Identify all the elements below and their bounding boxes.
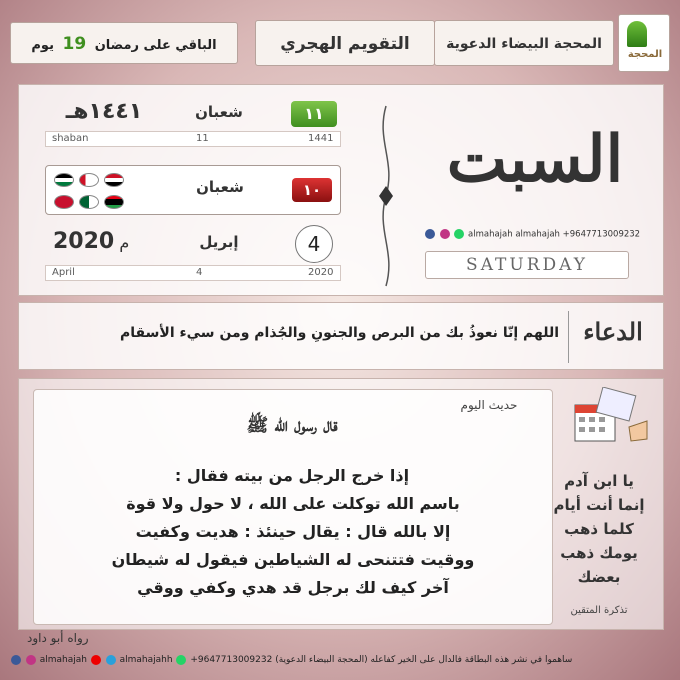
gregorian-strip [45,265,341,281]
hadith-line: إذا خرج الرجل من بيته فقال : [174,466,410,485]
gregorian-strip-year: 2020 [308,267,334,278]
hijri-day-badge: ١١ [291,101,337,127]
ornament-divider [371,101,401,291]
dua-text: اللهم إنّا نعوذُ بك من البرص والجنونِ والجُذام ومن سيء الأسقام [120,325,559,341]
ramadan-label: الباقي على رمضان [94,38,217,53]
facebook-icon [11,655,21,665]
hijri-year: ١٤٤١هـ [65,99,143,124]
reminder-text [547,469,651,589]
other-country-day-badge: ١٠ [292,178,332,202]
instagram-icon [26,655,36,665]
other-country-box [45,165,341,215]
calendar-title-box [255,20,435,66]
date-panel [18,84,664,296]
reminder-line: بعضك [577,568,621,586]
footer [10,648,670,672]
gregorian-strip-month: April [52,267,75,278]
whatsapp-icon [176,655,186,665]
hijri-month: شعبان [195,103,243,121]
instagram-icon [440,229,450,239]
reminder-line: يا ابن آدم [564,472,634,490]
social-handles: almahajah almahajah +9647713009232 [468,229,641,240]
brand-name: المحجة البيضاء الدعوية [446,36,602,52]
hadith-panel [18,378,664,645]
logo-text: المحجة [627,49,663,60]
reminder-label: تذكرة المتقين [570,605,628,616]
gregorian-strip-day: 4 [196,267,203,278]
day-name-en-box [425,251,629,279]
gregorian-year-suffix: م [119,233,130,252]
reminder-line: كلما ذهب [564,520,634,538]
youtube-icon [91,655,101,665]
reminder-line: يومك ذهب [560,544,638,562]
hadith-intro: قال رسول الله ﷺ [246,415,338,436]
hijri-strip-day: 11 [196,133,209,144]
footer-text: (المحجة البيضاء الدعوية) ساهموا في نشر هذه البطاقة فالدال على الخير كفاعله [275,655,573,665]
footer-phone: +9647713009232 [190,655,273,665]
other-country-month: شعبان [196,178,244,196]
flag-icon [79,173,99,187]
dua-panel [18,302,664,370]
gregorian-year-group [53,229,163,254]
logo-icon [627,21,647,47]
gregorian-day: 4 [307,232,321,256]
ramadan-unit: يوم [31,38,54,53]
dua-label: الدعاء [583,317,643,346]
hadith-line: ووقيت فتتنحى له الشياطين فيقول له شيطان [111,550,475,569]
hijri-strip-month: shaban [52,133,89,144]
dua-divider [568,311,569,363]
day-name-en: SATURDAY [466,255,588,275]
hijri-strip [45,131,341,147]
calendar-title: التقويم الهجري [280,34,410,54]
facebook-icon [425,229,435,239]
flag-icon [79,195,99,209]
hadith-narrator: رواه أبو داود [27,631,89,645]
flags-group [54,172,134,213]
flag-icon [54,173,74,187]
hadith-card [33,389,553,625]
reminder-line: إنما أنت أيام [553,496,645,514]
flag-icon [104,173,124,187]
brand-box [434,20,614,66]
flag-icon [104,195,124,209]
hadith-line: باسم الله توكلت على الله ، لا حول ولا قوة [126,494,460,513]
social-line [415,229,649,240]
gregorian-year: 2020 [53,229,115,254]
day-name-ar: السبت [446,122,624,197]
calendar-illustration-icon [569,387,649,449]
ramadan-countdown [10,22,238,64]
header-bar [10,10,670,78]
gregorian-month: إبريل [199,233,239,251]
hadith-label: حديث اليوم [460,398,518,412]
hijri-strip-year: 1441 [308,133,334,144]
gregorian-day-circle [295,225,333,263]
whatsapp-icon [454,229,464,239]
footer-handle: almahajahh [119,655,173,665]
logo-box [618,14,670,72]
flag-icon [54,195,74,209]
hadith-line: آخر كيف لك برجل قد هدي وكفي ووقي [137,578,449,597]
footer-handle: almahajah [39,655,87,665]
telegram-icon [106,655,116,665]
hadith-line: إلا بالله قال : يقال حينئذ : هديت وكفيت [135,522,451,541]
ramadan-days: 19 [62,34,87,54]
